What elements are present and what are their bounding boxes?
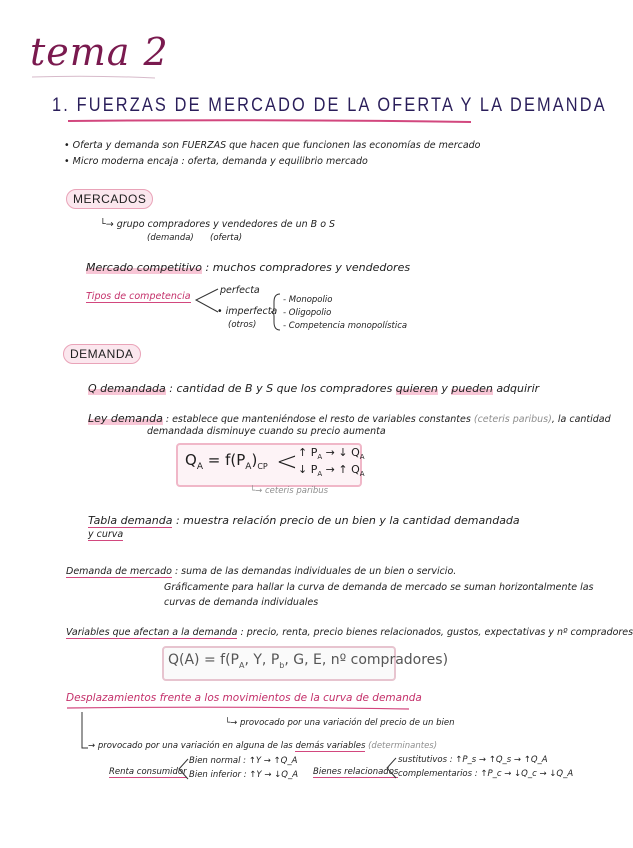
mercados-definition: └→ grupo compradores y vendedores de un B o S xyxy=(100,219,336,230)
variables: Variables que afectan a la demanda : precio, renta, precio bienes relacionados, gustos, expectativas y nº compradores xyxy=(66,627,633,638)
demanda-label: DEMANDA xyxy=(63,344,141,364)
mercado-competitivo: Mercado competitivo : muchos compradores y vendedores xyxy=(86,261,411,274)
relacionados-label: Bienes relacionados xyxy=(313,767,399,777)
desplazamientos-underline xyxy=(66,705,411,711)
ley-demanda-line2: demandada disminuye cuando su precio aumenta xyxy=(147,426,386,437)
complementarios: complementarios : ↑P_c → ↓Q_c → ↓Q_A xyxy=(398,769,574,779)
brace-relacionados xyxy=(384,755,398,781)
perfecta: perfecta xyxy=(220,285,260,296)
page-title: tema 2 xyxy=(30,30,169,74)
formula-note: └→ ceteris paribus xyxy=(250,486,329,496)
tabla-sub: y curva xyxy=(88,529,124,540)
movimiento: └→ provocado por una variación del precio de un bien xyxy=(225,718,455,728)
desplazamiento: → provocado por una variación en alguna de las demás variables (determinantes) xyxy=(88,741,438,751)
sustitutivos: sustitutivos : ↑P_s → ↑Q_s → ↑Q_A xyxy=(398,755,548,765)
brace-tipos xyxy=(190,286,220,316)
bien-normal: Bien normal : ↑Y → ↑Q_A xyxy=(189,756,298,766)
tabla-demanda: Tabla demanda : muestra relación precio de un bien y la cantidad demandada xyxy=(88,514,520,527)
bien-inferior: Bien inferior : ↑Y → ↓Q_A xyxy=(189,770,299,780)
otros: (otros) xyxy=(228,320,257,330)
mercados-label: MERCADOS xyxy=(66,189,153,209)
ley-demanda: Ley demanda : establece que manteniéndose el resto de variables constantes (ceteris paribus), la cantidad xyxy=(88,412,611,425)
formula-main: $Q_A = f(P_A)_{CP}$ xyxy=(185,451,268,472)
imperfecta: • imperfecta xyxy=(217,306,278,317)
brace-renta xyxy=(176,756,190,782)
brace-imperfecta xyxy=(270,292,284,332)
tipo-competencia-monopolistica: - Competencia monopolística xyxy=(283,321,408,331)
note-demanda: (demanda) xyxy=(147,233,194,243)
bullet-1: • Oferta y demanda son FUERZAS que hacen que funcionen las economías de mercado xyxy=(64,140,481,151)
variables-formula: $Q(A) = f(P_A$, Y, $P_b$, G, E, nº compradores) xyxy=(168,652,449,670)
title-underline xyxy=(30,74,160,80)
renta-label: Renta consumidor xyxy=(109,767,187,777)
note-oferta: (oferta) xyxy=(210,233,243,243)
demanda-mercado: Demanda de mercado : suma de las demandas individuales de un bien o servicio. xyxy=(66,566,457,577)
formula-line1: ↑ $P_A$ → ↓ $Q_A$ xyxy=(298,446,365,462)
formula-angle: < xyxy=(276,447,298,477)
desplazamientos-heading: Desplazamientos frente a los movimientos de la curva de demanda xyxy=(66,692,422,704)
tipo-monopolio: - Monopolio xyxy=(283,295,333,305)
section-heading: 1. FUERZAS DE MERCADO DE LA OFERTA Y LA DEMANDA xyxy=(52,95,607,116)
formula-line2: ↓ $P_A$ → ↑ $Q_A$ xyxy=(298,463,365,479)
bullet-2: • Micro moderna encaja : oferta, demanda y equilibrio mercado xyxy=(64,156,368,167)
q-demandada: Q demandada : cantidad de B y S que los compradores quieren y pueden adquirir xyxy=(88,382,540,395)
tipos-competencia: Tipos de competencia xyxy=(86,291,191,302)
demanda-mercado-line2: Gráficamente para hallar la curva de demanda de mercado se suman horizontalmente las xyxy=(164,582,594,593)
demanda-mercado-line3: curvas de demanda individuales xyxy=(164,597,319,608)
tipo-oligopolio: - Oligopolio xyxy=(283,308,332,318)
heading-underline xyxy=(66,117,476,125)
